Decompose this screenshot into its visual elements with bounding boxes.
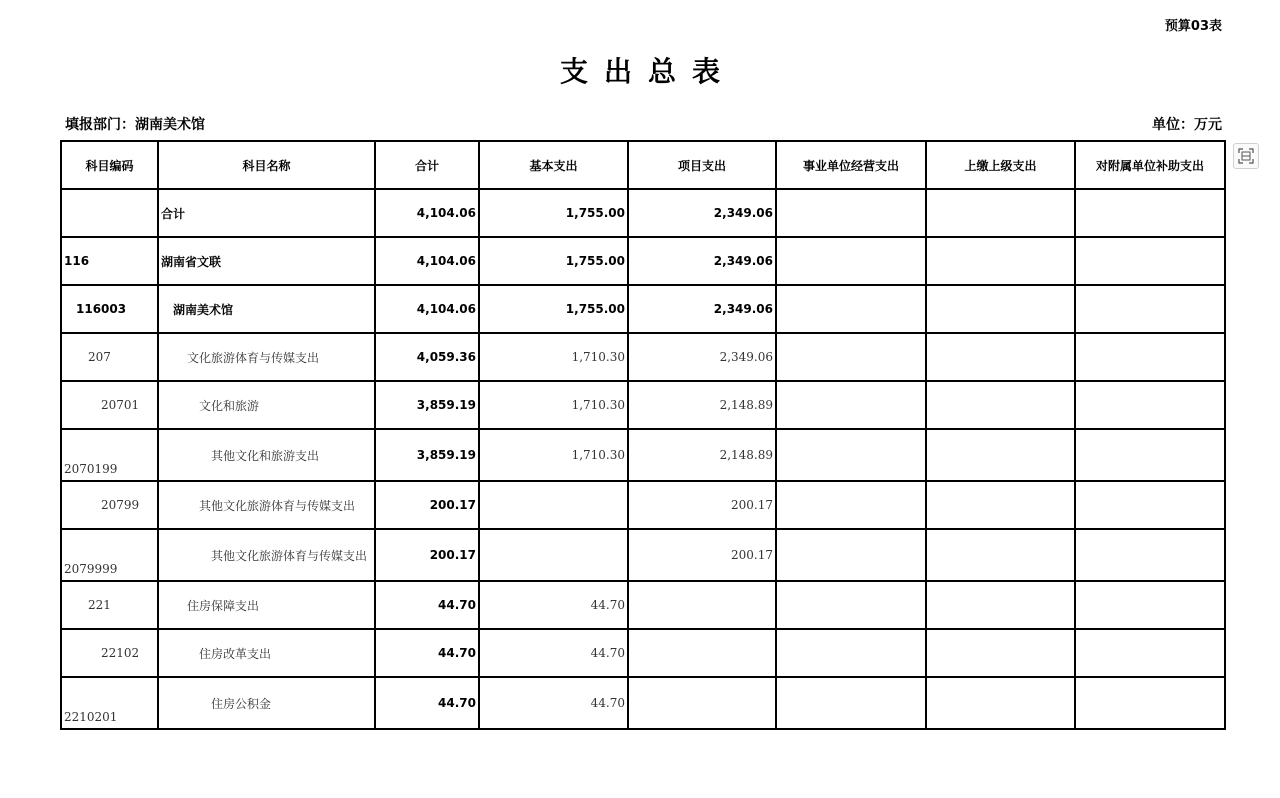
cell-code: 116003: [61, 285, 158, 333]
cell-business: [776, 429, 926, 481]
table-row: [61, 189, 1225, 237]
col-header-subsidy: 对附属单位补助支出: [1075, 141, 1225, 189]
cell-code: 2079999: [61, 529, 158, 581]
scan-icon: [1238, 148, 1254, 164]
cell-subsidy: [1075, 581, 1225, 629]
cell-name: 合计: [158, 189, 375, 237]
scan-button[interactable]: [1233, 143, 1259, 169]
table-row: [61, 677, 1225, 729]
col-header-code: 科目编码: [61, 141, 158, 189]
expenditure-table-wrap: [60, 140, 1226, 730]
cell-upper: [926, 481, 1075, 529]
cell-business: [776, 189, 926, 237]
cell-code: 20701: [61, 381, 158, 429]
cell-code: 116: [61, 237, 158, 285]
cell-code: 221: [61, 581, 158, 629]
cell-total: 3,859.19: [375, 429, 479, 481]
header-row: [61, 141, 1225, 189]
table-row: [61, 581, 1225, 629]
cell-business: [776, 629, 926, 677]
expenditure-table: [60, 140, 1226, 730]
col-header-business: 事业单位经营支出: [776, 141, 926, 189]
cell-business: [776, 237, 926, 285]
cell-subsidy: [1075, 677, 1225, 729]
cell-name: 文化旅游体育与传媒支出: [158, 333, 375, 381]
cell-business: [776, 481, 926, 529]
cell-code: 207: [61, 333, 158, 381]
table-row: [61, 429, 1225, 481]
cell-basic: 44.70: [479, 629, 628, 677]
cell-code: 2210201: [61, 677, 158, 729]
cell-basic: 1,755.00: [479, 285, 628, 333]
cell-upper: [926, 429, 1075, 481]
cell-subsidy: [1075, 333, 1225, 381]
cell-total: 4,059.36: [375, 333, 479, 381]
cell-business: [776, 333, 926, 381]
cell-project: 2,349.06: [628, 237, 776, 285]
cell-total: 3,859.19: [375, 381, 479, 429]
cell-business: [776, 529, 926, 581]
cell-name: 其他文化旅游体育与传媒支出: [158, 481, 375, 529]
department-label: 填报部门：湖南美术馆: [65, 117, 205, 133]
cell-code: 2070199: [61, 429, 158, 481]
cell-subsidy: [1075, 189, 1225, 237]
cell-business: [776, 285, 926, 333]
cell-subsidy: [1075, 381, 1225, 429]
cell-upper: [926, 581, 1075, 629]
cell-name: 湖南省文联: [158, 237, 375, 285]
cell-business: [776, 677, 926, 729]
cell-project: [628, 677, 776, 729]
cell-code: 20799: [61, 481, 158, 529]
col-header-upper: 上缴上级支出: [926, 141, 1075, 189]
cell-total: 200.17: [375, 481, 479, 529]
cell-name: 其他文化旅游体育与传媒支出: [158, 529, 375, 581]
cell-project: 2,148.89: [628, 429, 776, 481]
cell-subsidy: [1075, 529, 1225, 581]
cell-project: [628, 581, 776, 629]
cell-total: 44.70: [375, 629, 479, 677]
cell-code: 22102: [61, 629, 158, 677]
cell-subsidy: [1075, 285, 1225, 333]
cell-subsidy: [1075, 237, 1225, 285]
cell-upper: [926, 381, 1075, 429]
cell-basic: 44.70: [479, 581, 628, 629]
cell-basic: [479, 529, 628, 581]
cell-basic: 44.70: [479, 677, 628, 729]
cell-subsidy: [1075, 481, 1225, 529]
cell-project: 2,349.06: [628, 285, 776, 333]
cell-upper: [926, 237, 1075, 285]
cell-project: 200.17: [628, 481, 776, 529]
cell-business: [776, 581, 926, 629]
cell-basic: 1,755.00: [479, 189, 628, 237]
cell-upper: [926, 677, 1075, 729]
table-row: [61, 333, 1225, 381]
cell-upper: [926, 629, 1075, 677]
cell-name: 住房改革支出: [158, 629, 375, 677]
col-header-basic: 基本支出: [479, 141, 628, 189]
cell-total: 4,104.06: [375, 237, 479, 285]
cell-basic: 1,710.30: [479, 333, 628, 381]
cell-basic: [479, 481, 628, 529]
form-number: 预算03表: [1164, 19, 1222, 34]
cell-project: 200.17: [628, 529, 776, 581]
cell-upper: [926, 189, 1075, 237]
cell-total: 4,104.06: [375, 189, 479, 237]
cell-name: 湖南美术馆: [158, 285, 375, 333]
table-row: [61, 237, 1225, 285]
cell-subsidy: [1075, 429, 1225, 481]
cell-name: 住房公积金: [158, 677, 375, 729]
page-title: 支出总表: [559, 55, 736, 88]
cell-total: 4,104.06: [375, 285, 479, 333]
table-row: [61, 629, 1225, 677]
cell-total: 44.70: [375, 581, 479, 629]
cell-code: [61, 189, 158, 237]
cell-project: 2,148.89: [628, 381, 776, 429]
table-row: [61, 381, 1225, 429]
col-header-total: 合计: [375, 141, 479, 189]
cell-name: 文化和旅游: [158, 381, 375, 429]
col-header-project: 项目支出: [628, 141, 776, 189]
cell-name: 住房保障支出: [158, 581, 375, 629]
cell-upper: [926, 333, 1075, 381]
cell-project: 2,349.06: [628, 189, 776, 237]
table-row: [61, 481, 1225, 529]
cell-name: 其他文化和旅游支出: [158, 429, 375, 481]
unit-label: 单位：万元: [1152, 117, 1222, 133]
cell-subsidy: [1075, 629, 1225, 677]
cell-upper: [926, 285, 1075, 333]
cell-basic: 1,710.30: [479, 381, 628, 429]
cell-basic: 1,755.00: [479, 237, 628, 285]
cell-business: [776, 381, 926, 429]
cell-project: 2,349.06: [628, 333, 776, 381]
table-row: [61, 285, 1225, 333]
cell-upper: [926, 529, 1075, 581]
cell-total: 44.70: [375, 677, 479, 729]
col-header-name: 科目名称: [158, 141, 375, 189]
cell-total: 200.17: [375, 529, 479, 581]
cell-basic: 1,710.30: [479, 429, 628, 481]
table-row: [61, 529, 1225, 581]
cell-project: [628, 629, 776, 677]
